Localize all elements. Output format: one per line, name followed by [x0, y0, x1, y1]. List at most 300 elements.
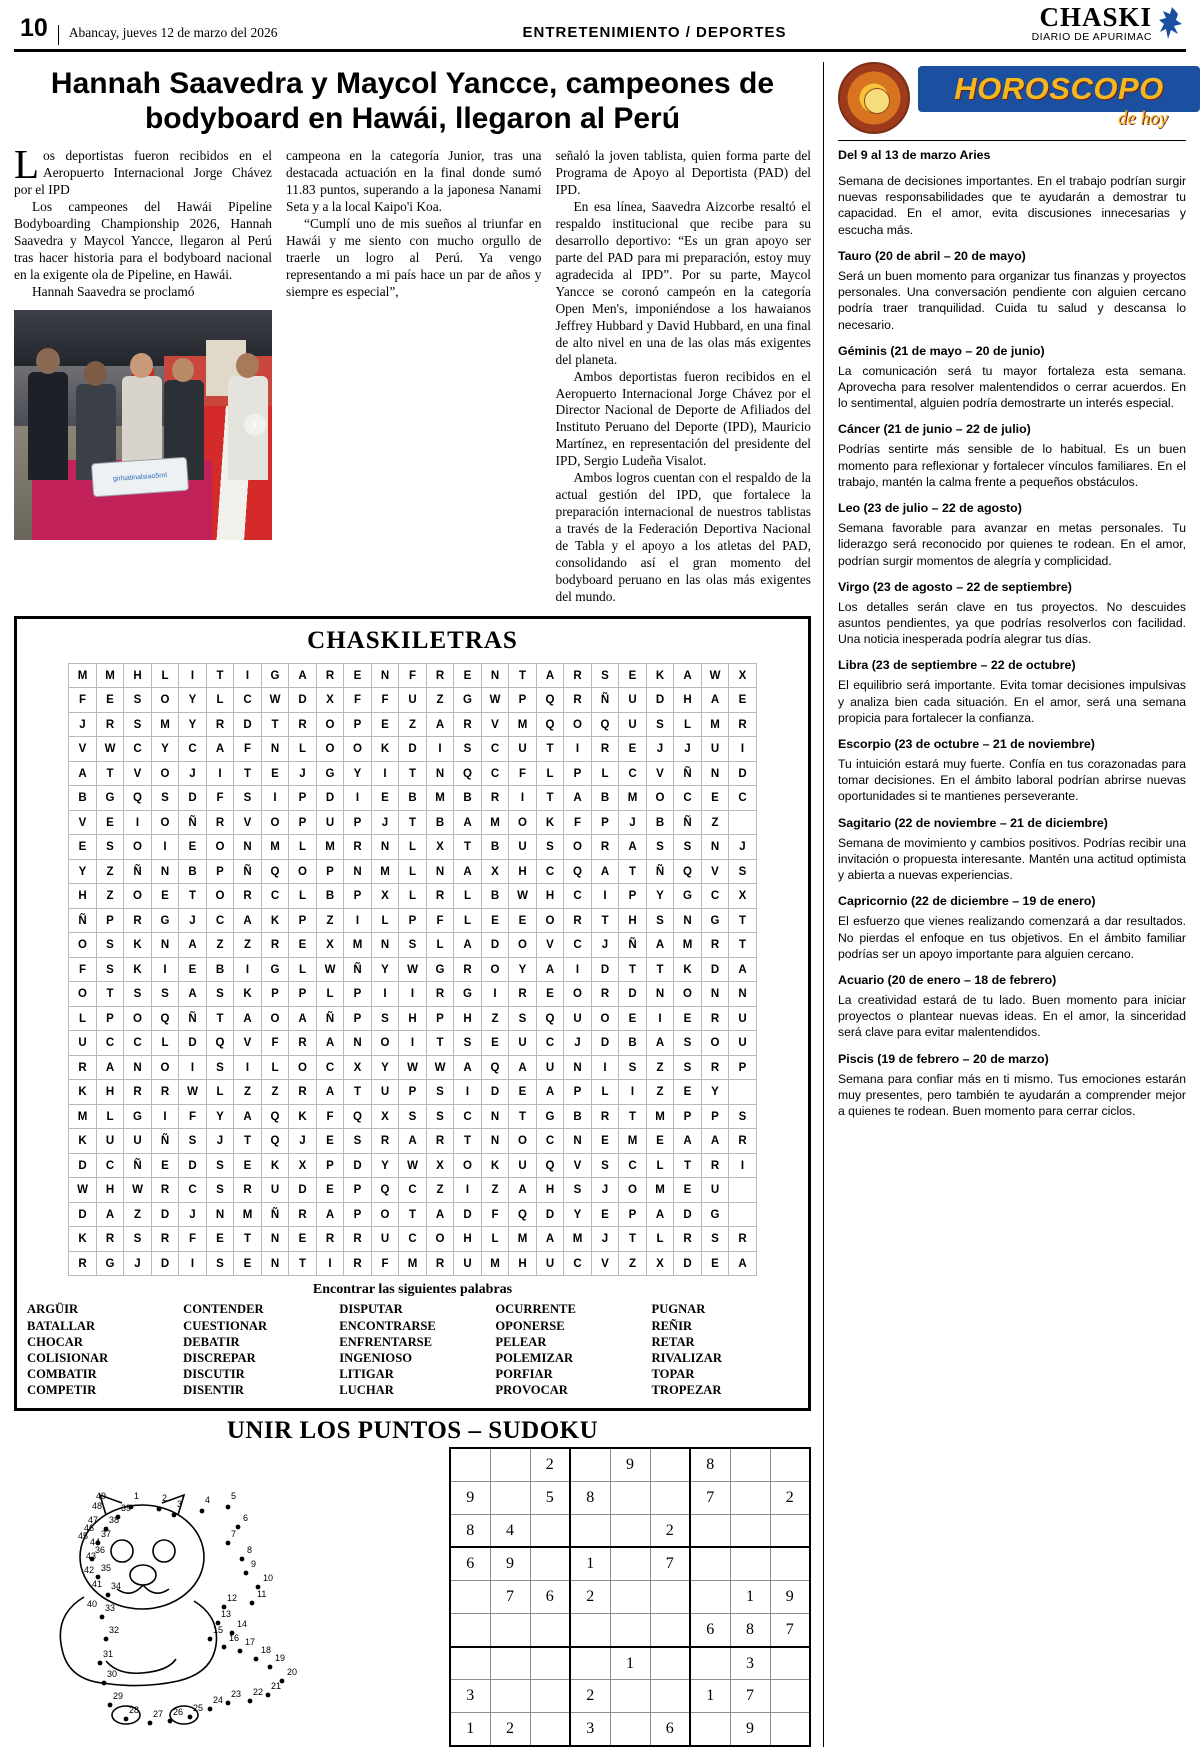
word-search-cell[interactable]: A	[96, 1202, 124, 1227]
sudoku-cell[interactable]	[610, 1547, 650, 1580]
word-search-cell[interactable]: S	[206, 1178, 234, 1203]
word-search-cell[interactable]: L	[69, 1006, 97, 1031]
word-search-cell[interactable]: L	[289, 884, 317, 909]
word-search-cell[interactable]: V	[124, 761, 152, 786]
word-search-cell[interactable]: O	[646, 786, 674, 811]
word-search-cell[interactable]: Z	[701, 810, 729, 835]
word-search-cell[interactable]: I	[399, 982, 427, 1007]
word-search-cell[interactable]: N	[674, 908, 702, 933]
word-search-cell[interactable]: C	[316, 1055, 344, 1080]
word-search-cell[interactable]: U	[96, 1129, 124, 1154]
sudoku-cell[interactable]	[610, 1514, 650, 1547]
word-search-cell[interactable]: H	[96, 1178, 124, 1203]
word-search-cell[interactable]: D	[289, 688, 317, 713]
word-search-cell[interactable]: A	[536, 1080, 564, 1105]
word-search-cell[interactable]: S	[234, 786, 262, 811]
word-search-cell[interactable]: D	[234, 712, 262, 737]
word-search-cell[interactable]: S	[96, 957, 124, 982]
word-search-cell[interactable]: J	[69, 712, 97, 737]
word-search-cell[interactable]: O	[564, 982, 592, 1007]
word-search-cell[interactable]: S	[206, 982, 234, 1007]
word-search-cell[interactable]: S	[344, 1129, 372, 1154]
word-search-cell[interactable]: A	[509, 1055, 537, 1080]
word-search-cell[interactable]: N	[344, 1031, 372, 1056]
word-search-cell[interactable]: I	[454, 1178, 482, 1203]
word-search-cell[interactable]: E	[179, 957, 207, 982]
word-search-cell[interactable]: Y	[344, 761, 372, 786]
word-search-cell[interactable]: Ñ	[234, 859, 262, 884]
word-search-cell[interactable]: U	[729, 1031, 757, 1056]
word-search-cell[interactable]: U	[619, 712, 647, 737]
word-search-cell[interactable]: D	[69, 1202, 97, 1227]
word-search-cell[interactable]: I	[316, 1251, 344, 1276]
word-search-cell[interactable]: R	[591, 835, 619, 860]
word-search-cell[interactable]: C	[454, 1104, 482, 1129]
word-search-cell[interactable]: C	[481, 761, 509, 786]
word-search-cell[interactable]: T	[234, 1129, 262, 1154]
sudoku-cell[interactable]	[770, 1448, 810, 1481]
word-search-cell[interactable]: J	[371, 810, 399, 835]
word-search-cell[interactable]: Ñ	[591, 688, 619, 713]
word-search-cell[interactable]: R	[729, 1129, 757, 1154]
word-search-cell[interactable]: E	[261, 761, 289, 786]
word-search-cell[interactable]: I	[151, 835, 179, 860]
word-search-cell[interactable]: H	[124, 663, 152, 688]
word-search-cell[interactable]: P	[289, 786, 317, 811]
word-search-cell[interactable]: J	[289, 1129, 317, 1154]
word-search-cell[interactable]: T	[399, 761, 427, 786]
word-search-cell[interactable]: T	[261, 712, 289, 737]
word-search-cell[interactable]: O	[371, 1031, 399, 1056]
word-search-cell[interactable]: E	[151, 1153, 179, 1178]
word-search-cell[interactable]: F	[234, 737, 262, 762]
word-search-cell[interactable]: P	[591, 810, 619, 835]
word-search-cell[interactable]: G	[454, 688, 482, 713]
word-search-cell[interactable]: C	[234, 688, 262, 713]
word-search-cell[interactable]: S	[701, 1227, 729, 1252]
word-search-cell[interactable]: D	[289, 1178, 317, 1203]
word-search-cell[interactable]: I	[371, 761, 399, 786]
word-search-cell[interactable]: O	[261, 1006, 289, 1031]
word-search-cell[interactable]: R	[96, 712, 124, 737]
word-search-cell[interactable]: M	[261, 835, 289, 860]
word-search-cell[interactable]: R	[151, 1227, 179, 1252]
word-search-cell[interactable]: Y	[646, 884, 674, 909]
word-search-cell[interactable]: M	[619, 1129, 647, 1154]
word-search-cell[interactable]: F	[426, 908, 454, 933]
word-search-cell[interactable]: Y	[701, 1080, 729, 1105]
word-search-cell[interactable]: U	[729, 1006, 757, 1031]
word-search-cell[interactable]: T	[206, 663, 234, 688]
word-search-cell[interactable]: W	[399, 1055, 427, 1080]
word-search-cell[interactable]: N	[234, 835, 262, 860]
word-search-cell[interactable]: P	[316, 859, 344, 884]
word-search-cell[interactable]: U	[509, 737, 537, 762]
word-search-cell[interactable]: K	[481, 1153, 509, 1178]
word-search-cell[interactable]: A	[454, 810, 482, 835]
word-search-cell[interactable]: O	[564, 835, 592, 860]
word-search-cell[interactable]: K	[124, 933, 152, 958]
word-search-cell[interactable]: Y	[371, 1153, 399, 1178]
sudoku-cell[interactable]	[610, 1481, 650, 1514]
word-search-cell[interactable]: B	[481, 835, 509, 860]
word-search-cell[interactable]: L	[646, 1227, 674, 1252]
word-search-cell[interactable]: S	[206, 1055, 234, 1080]
word-search-cell[interactable]: I	[151, 957, 179, 982]
word-search-cell[interactable]: R	[591, 982, 619, 1007]
word-search-cell[interactable]: L	[591, 1080, 619, 1105]
word-search-cell[interactable]: M	[619, 786, 647, 811]
word-search-cell[interactable]: A	[316, 1080, 344, 1105]
word-search-cell[interactable]: P	[674, 1104, 702, 1129]
word-search-cell[interactable]: A	[674, 1129, 702, 1154]
word-search-cell[interactable]: T	[344, 1080, 372, 1105]
word-search-cell[interactable]: T	[234, 761, 262, 786]
word-search-cell[interactable]: E	[151, 884, 179, 909]
word-search-cell[interactable]: Ñ	[344, 957, 372, 982]
word-search-cell[interactable]: R	[509, 982, 537, 1007]
word-search-cell[interactable]: S	[124, 1227, 152, 1252]
word-search-cell[interactable]: I	[371, 982, 399, 1007]
word-search-cell[interactable]: O	[69, 982, 97, 1007]
word-search-cell[interactable]: Q	[536, 1006, 564, 1031]
word-search-cell[interactable]: A	[536, 1227, 564, 1252]
word-search-cell[interactable]: J	[206, 1129, 234, 1154]
sudoku-cell[interactable]: 9	[730, 1713, 770, 1746]
word-search-cell[interactable]: R	[729, 712, 757, 737]
sudoku-cell[interactable]: 9	[770, 1581, 810, 1614]
word-search-cell[interactable]: O	[261, 810, 289, 835]
word-search-cell[interactable]: R	[124, 1080, 152, 1105]
word-search-cell[interactable]: I	[426, 737, 454, 762]
word-search-cell[interactable]: N	[481, 1129, 509, 1154]
word-search-cell[interactable]: S	[619, 1055, 647, 1080]
sudoku-cell[interactable]: 7	[770, 1614, 810, 1647]
word-search-cell[interactable]: S	[509, 1006, 537, 1031]
word-search-cell[interactable]: X	[371, 884, 399, 909]
word-search-cell[interactable]: U	[509, 835, 537, 860]
word-search-cell[interactable]: E	[619, 663, 647, 688]
sudoku-cell[interactable]	[690, 1547, 730, 1580]
sudoku-cell[interactable]: 6	[450, 1547, 490, 1580]
sudoku-cell[interactable]	[690, 1713, 730, 1746]
word-search-cell[interactable]: S	[674, 1031, 702, 1056]
word-search-cell[interactable]: A	[509, 1178, 537, 1203]
word-search-cell[interactable]: B	[481, 884, 509, 909]
word-search-cell[interactable]: R	[96, 1227, 124, 1252]
word-search-cell[interactable]: X	[481, 859, 509, 884]
sudoku-cell[interactable]: 6	[650, 1713, 690, 1746]
word-search-cell[interactable]: S	[646, 908, 674, 933]
word-search-cell[interactable]: E	[371, 712, 399, 737]
word-search-cell[interactable]: F	[69, 688, 97, 713]
word-search-cell[interactable]: K	[124, 957, 152, 982]
word-search-cell[interactable]: W	[179, 1080, 207, 1105]
word-search-cell[interactable]: F	[179, 1227, 207, 1252]
word-search-cell[interactable]: T	[619, 957, 647, 982]
word-search-cell[interactable]: Q	[261, 1129, 289, 1154]
word-search-cell[interactable]: R	[426, 663, 454, 688]
word-search-cell[interactable]: P	[289, 908, 317, 933]
word-search-cell[interactable]: Z	[646, 1055, 674, 1080]
word-search-cell[interactable]: V	[69, 737, 97, 762]
word-search-cell[interactable]: Q	[481, 1055, 509, 1080]
sudoku-cell[interactable]	[450, 1581, 490, 1614]
word-search-cell[interactable]: U	[69, 1031, 97, 1056]
word-search-cell[interactable]: K	[371, 737, 399, 762]
word-search-cell[interactable]: I	[729, 1153, 757, 1178]
word-search-cell[interactable]: Z	[234, 933, 262, 958]
word-search-cell[interactable]: O	[701, 1031, 729, 1056]
word-search-cell[interactable]: A	[729, 1251, 757, 1276]
word-search-cell[interactable]: O	[206, 835, 234, 860]
word-search-cell[interactable]: Y	[206, 1104, 234, 1129]
word-search-cell[interactable]: Z	[96, 859, 124, 884]
sudoku-cell[interactable]: 6	[530, 1581, 570, 1614]
word-search-cell[interactable]: S	[124, 688, 152, 713]
word-search-cell[interactable]: B	[206, 957, 234, 982]
word-search-cell[interactable]: O	[619, 1178, 647, 1203]
word-search-cell[interactable]: O	[344, 737, 372, 762]
word-search-cell[interactable]	[729, 1202, 757, 1227]
word-search-cell[interactable]: X	[646, 1251, 674, 1276]
sudoku-cell[interactable]	[570, 1614, 610, 1647]
word-search-cell[interactable]: S	[124, 712, 152, 737]
sudoku-cell[interactable]: 2	[530, 1448, 570, 1481]
word-search-cell[interactable]: M	[69, 1104, 97, 1129]
sudoku-cell[interactable]	[610, 1614, 650, 1647]
word-search-cell[interactable]: D	[179, 786, 207, 811]
word-search-cell[interactable]: C	[701, 884, 729, 909]
word-search-cell[interactable]: C	[179, 737, 207, 762]
word-search-cell[interactable]: A	[179, 982, 207, 1007]
word-search-cell[interactable]: O	[289, 1055, 317, 1080]
word-search-cell[interactable]: A	[234, 908, 262, 933]
word-search-cell[interactable]: Ñ	[124, 859, 152, 884]
word-search-cell[interactable]: L	[399, 884, 427, 909]
word-search-cell[interactable]: S	[674, 835, 702, 860]
word-search-cell[interactable]: C	[206, 908, 234, 933]
word-search-cell[interactable]: B	[619, 1031, 647, 1056]
word-search-cell[interactable]: G	[124, 1104, 152, 1129]
word-search-cell[interactable]: S	[426, 1104, 454, 1129]
word-search-cell[interactable]: K	[69, 1227, 97, 1252]
word-search-cell[interactable]: E	[729, 688, 757, 713]
word-search-cell[interactable]: O	[124, 835, 152, 860]
word-search-cell[interactable]: L	[536, 761, 564, 786]
word-search-cell[interactable]: Ñ	[674, 761, 702, 786]
word-search-cell[interactable]: Q	[591, 712, 619, 737]
word-search-cell[interactable]: S	[591, 663, 619, 688]
sudoku-cell[interactable]	[530, 1713, 570, 1746]
word-search-cell[interactable]: M	[96, 663, 124, 688]
word-search-cell[interactable]: M	[674, 933, 702, 958]
word-search-cell[interactable]: R	[234, 1178, 262, 1203]
word-search-cell[interactable]: G	[261, 663, 289, 688]
word-search-cell[interactable]: I	[509, 786, 537, 811]
word-search-cell[interactable]: A	[316, 1031, 344, 1056]
word-search-cell[interactable]: O	[124, 1006, 152, 1031]
word-search-cell[interactable]: W	[481, 688, 509, 713]
word-search-cell[interactable]: A	[426, 1202, 454, 1227]
word-search-cell[interactable]: S	[564, 1178, 592, 1203]
word-search-cell[interactable]: H	[454, 1006, 482, 1031]
word-search-cell[interactable]: L	[454, 908, 482, 933]
word-search-cell[interactable]: S	[729, 1104, 757, 1129]
word-search-cell[interactable]: F	[564, 810, 592, 835]
word-search-cell[interactable]: R	[289, 1080, 317, 1105]
word-search-cell[interactable]: W	[509, 884, 537, 909]
word-search-cell[interactable]: Y	[564, 1202, 592, 1227]
word-search-cell[interactable]: O	[481, 957, 509, 982]
word-search-cell[interactable]: C	[564, 884, 592, 909]
sudoku-cell[interactable]: 2	[570, 1680, 610, 1713]
word-search-cell[interactable]: B	[399, 786, 427, 811]
word-search-cell[interactable]: O	[316, 712, 344, 737]
word-search-cell[interactable]: A	[564, 786, 592, 811]
word-search-cell[interactable]: A	[674, 663, 702, 688]
word-search-cell[interactable]: O	[536, 908, 564, 933]
word-search-cell[interactable]: E	[481, 908, 509, 933]
sudoku-cell[interactable]	[690, 1514, 730, 1547]
word-search-cell[interactable]: Q	[536, 1153, 564, 1178]
word-search-cell[interactable]: C	[124, 1031, 152, 1056]
word-search-cell[interactable]: P	[701, 1104, 729, 1129]
word-search-cell[interactable]: D	[344, 1153, 372, 1178]
word-search-cell[interactable]: Z	[426, 1178, 454, 1203]
word-search-cell[interactable]: L	[96, 1104, 124, 1129]
word-search-cell[interactable]: K	[646, 663, 674, 688]
word-search-cell[interactable]: S	[426, 1080, 454, 1105]
word-search-cell[interactable]: I	[206, 761, 234, 786]
word-search-cell[interactable]: K	[69, 1129, 97, 1154]
word-search-cell[interactable]: M	[564, 1227, 592, 1252]
word-search-cell[interactable]: L	[289, 835, 317, 860]
word-search-cell[interactable]: P	[289, 810, 317, 835]
word-search-cell[interactable]: N	[371, 835, 399, 860]
word-search-cell[interactable]: Ñ	[69, 908, 97, 933]
word-search-cell[interactable]: Q	[261, 1104, 289, 1129]
word-search-cell[interactable]: L	[151, 1031, 179, 1056]
word-search-cell[interactable]: R	[426, 884, 454, 909]
sudoku-cell[interactable]	[530, 1647, 570, 1680]
word-search-cell[interactable]: J	[179, 908, 207, 933]
sudoku-cell[interactable]: 7	[690, 1481, 730, 1514]
word-search-cell[interactable]: L	[399, 835, 427, 860]
sudoku-cell[interactable]: 6	[690, 1614, 730, 1647]
word-search-cell[interactable]: D	[316, 786, 344, 811]
word-search-cell[interactable]: C	[536, 1129, 564, 1154]
word-search-cell[interactable]: B	[426, 810, 454, 835]
word-search-cell[interactable]: X	[371, 1104, 399, 1129]
word-search-cell[interactable]: U	[619, 688, 647, 713]
sudoku-cell[interactable]	[770, 1680, 810, 1713]
word-search-cell[interactable]: V	[234, 1031, 262, 1056]
word-search-cell[interactable]: O	[151, 810, 179, 835]
word-search-cell[interactable]: O	[564, 712, 592, 737]
word-search-cell[interactable]: J	[591, 1178, 619, 1203]
word-search-cell[interactable]: Z	[399, 712, 427, 737]
word-search-cell[interactable]: C	[96, 1153, 124, 1178]
word-search-cell[interactable]: S	[151, 982, 179, 1007]
word-search-cell[interactable]: F	[371, 688, 399, 713]
word-search-cell[interactable]: E	[509, 1080, 537, 1105]
word-search-cell[interactable]: R	[701, 1006, 729, 1031]
word-search-cell[interactable]: S	[646, 712, 674, 737]
sudoku-cell[interactable]	[690, 1581, 730, 1614]
word-search-cell[interactable]: N	[261, 1251, 289, 1276]
word-search-cell[interactable]: R	[261, 933, 289, 958]
word-search-cell[interactable]: Y	[371, 1055, 399, 1080]
word-search-cell[interactable]: I	[344, 786, 372, 811]
word-search-cell[interactable]: B	[646, 810, 674, 835]
word-search-cell[interactable]: L	[289, 957, 317, 982]
word-search-cell[interactable]: N	[701, 835, 729, 860]
word-search-cell[interactable]: A	[454, 933, 482, 958]
word-search-cell[interactable]: I	[564, 737, 592, 762]
word-search-cell[interactable]: H	[674, 688, 702, 713]
word-search-cell[interactable]: E	[701, 1251, 729, 1276]
word-search-cell[interactable]: N	[344, 859, 372, 884]
word-search-cell[interactable]: O	[454, 1153, 482, 1178]
word-search-cell[interactable]: A	[234, 1104, 262, 1129]
word-search-cell[interactable]: J	[674, 737, 702, 762]
sudoku-cell[interactable]	[450, 1448, 490, 1481]
word-search-cell[interactable]: F	[344, 688, 372, 713]
word-search-cell[interactable]: R	[344, 1251, 372, 1276]
sudoku-cell[interactable]	[730, 1547, 770, 1580]
sudoku-cell[interactable]	[490, 1481, 530, 1514]
sudoku-cell[interactable]: 8	[450, 1514, 490, 1547]
word-search-cell[interactable]: L	[316, 982, 344, 1007]
word-search-cell[interactable]: F	[261, 1031, 289, 1056]
word-search-cell[interactable]: N	[701, 982, 729, 1007]
sudoku-cell[interactable]	[530, 1514, 570, 1547]
word-search-cell[interactable]: R	[234, 884, 262, 909]
word-search-cell[interactable]: T	[509, 663, 537, 688]
sudoku-cell[interactable]: 1	[610, 1647, 650, 1680]
word-search-cell[interactable]: D	[591, 957, 619, 982]
word-search-cell[interactable]: D	[179, 1031, 207, 1056]
word-search-cell[interactable]: I	[344, 908, 372, 933]
word-search-cell[interactable]: P	[96, 1006, 124, 1031]
word-search-cell[interactable]: Z	[316, 908, 344, 933]
word-search-cell[interactable]: I	[151, 1104, 179, 1129]
word-search-cell[interactable]: J	[564, 1031, 592, 1056]
word-search-cell[interactable]: P	[316, 1153, 344, 1178]
word-search-cell[interactable]: U	[399, 688, 427, 713]
word-search-cell[interactable]: R	[591, 1104, 619, 1129]
word-search-cell[interactable]: A	[536, 663, 564, 688]
word-search-cell[interactable]: E	[371, 786, 399, 811]
word-search-cell[interactable]: M	[509, 712, 537, 737]
word-search-cell[interactable]: B	[69, 786, 97, 811]
word-search-cell[interactable]: I	[179, 663, 207, 688]
word-search-cell[interactable]: H	[399, 1006, 427, 1031]
word-search-cell[interactable]: B	[179, 859, 207, 884]
word-search-cell[interactable]: R	[289, 1202, 317, 1227]
word-search-cell[interactable]: B	[316, 884, 344, 909]
word-search-cell[interactable]: D	[151, 1202, 179, 1227]
word-search-cell[interactable]: K	[674, 957, 702, 982]
word-search-cell[interactable]: P	[344, 982, 372, 1007]
word-search-cell[interactable]: I	[454, 1080, 482, 1105]
word-search-cell[interactable]: P	[344, 884, 372, 909]
word-search-cell[interactable]: G	[701, 908, 729, 933]
word-search-cell[interactable]: R	[454, 957, 482, 982]
word-search-cell[interactable]: Q	[564, 859, 592, 884]
word-search-cell[interactable]: Y	[371, 957, 399, 982]
